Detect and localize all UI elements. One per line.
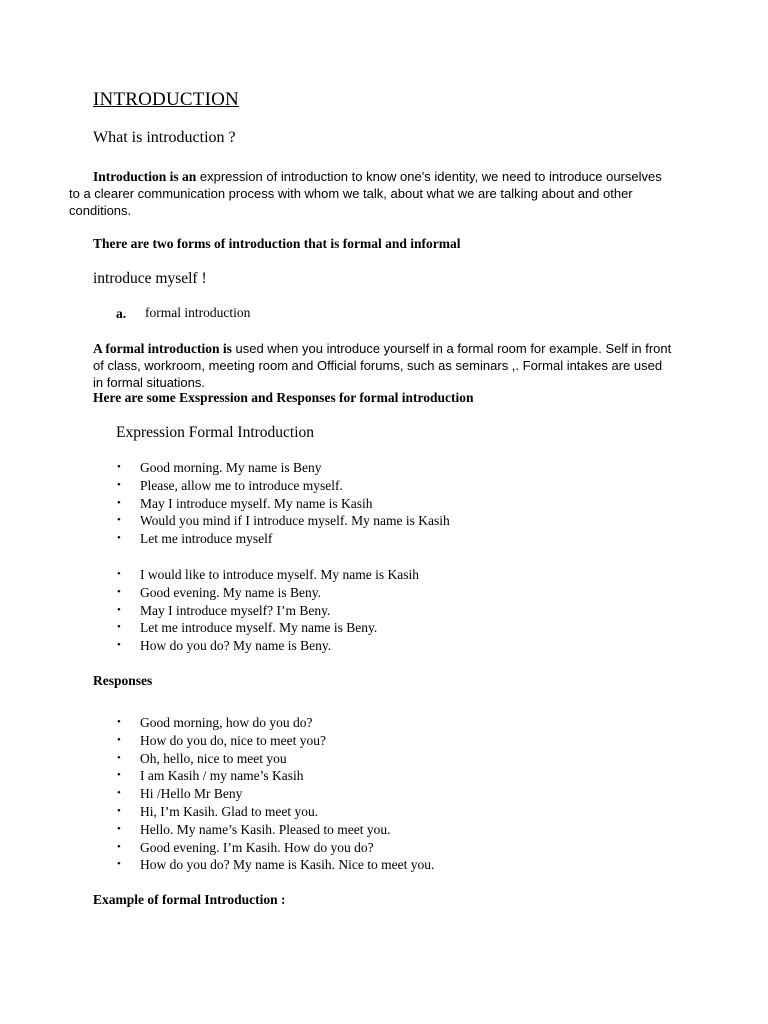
list-item: • Hello. My name’s Kasih. Pleased to meet you. (117, 821, 391, 837)
responses-list (117, 714, 434, 874)
bullet-icon: • (117, 532, 121, 545)
bullet-icon: • (117, 733, 121, 746)
bullet-icon: • (117, 639, 121, 652)
list-item: • Please, allow me to introduce myself. (117, 477, 343, 493)
list-item: • How do you do? My name is Beny. (117, 638, 332, 654)
forms-line: There are two forms of introduction that is formal and informal (93, 236, 461, 251)
formal-definition-lead: A formal introduction is (93, 341, 232, 356)
list-item: • Let me introduce myself (117, 531, 273, 547)
section-a-label: formal introduction (145, 305, 251, 320)
formal-definition-paragraph (93, 340, 673, 391)
example-heading: Example of formal Introduction : (93, 892, 286, 907)
introduce-myself-heading: introduce myself ! (93, 270, 207, 287)
list-item: • Would you mind if I introduce myself. My name is Kasih (117, 513, 450, 529)
list-item: • Good evening. I’m Kasih. How do you do? (117, 839, 374, 855)
definition-text: expression of introduction to know one's identity, we need to introduce ourselves to a clearer communication process with whom we talk, about what we are talking about and other conditions. (69, 169, 662, 218)
list-item: • May I introduce myself. My name is Kasih (117, 495, 373, 511)
bullet-icon: • (117, 461, 121, 473)
definition-lead: Introduction is an (93, 169, 197, 184)
list-item: • Hi /Hello Mr Beny (117, 786, 243, 802)
bullet-icon: • (117, 496, 121, 509)
bullet-icon: • (117, 514, 121, 527)
expression-heading: Expression Formal Introduction (116, 424, 315, 441)
list-item: • I would like to introduce myself. My name is Kasih (117, 567, 419, 582)
section-a (116, 305, 126, 323)
bullet-icon: • (117, 568, 121, 580)
expressions-intro-line: Here are some Exspression and Responses for formal introduction (93, 390, 474, 405)
list-item: • How do you do, nice to meet you? (117, 732, 326, 748)
bullet-icon: • (117, 621, 121, 634)
bullet-icon: • (117, 858, 121, 871)
bullet-icon: • (117, 603, 121, 616)
bullet-icon: • (117, 769, 121, 782)
page-title: INTRODUCTION (93, 89, 239, 110)
list-item: • May I introduce myself? I’m Beny. (117, 602, 331, 618)
bullet-icon: • (117, 716, 121, 728)
bullet-icon: • (117, 840, 121, 853)
bullet-icon: • (117, 822, 121, 835)
list-item: • Good evening. My name is Beny. (117, 584, 321, 600)
expressions-list-2 (117, 566, 419, 655)
bullet-icon: • (117, 804, 121, 817)
list-item: • Good morning, how do you do? (117, 715, 313, 730)
bullet-icon: • (117, 787, 121, 800)
list-item: • Oh, hello, nice to meet you (117, 750, 287, 766)
section-a-marker: a. (116, 306, 127, 321)
bullet-icon: • (117, 751, 121, 764)
formal-definition-text: used when you introduce yourself in a formal room for example. Self in front of class, workroom, meeting room and Official forums, such as seminars ,. Formal intakes are used in formal situations. (93, 341, 672, 390)
question-heading: What is introduction ? (93, 129, 236, 146)
definition-paragraph (69, 168, 669, 219)
list-item: • Hi, I’m Kasih. Glad to meet you. (117, 803, 319, 819)
responses-heading: Responses (93, 673, 153, 688)
list-item: • Good morning. My name is Beny (117, 460, 322, 475)
list-item: • Let me introduce myself. My name is Beny. (117, 620, 378, 636)
list-item: • I am Kasih / my name’s Kasih (117, 768, 304, 784)
expressions-list-1 (117, 459, 450, 548)
bullet-icon: • (117, 478, 121, 491)
bullet-icon: • (117, 585, 121, 598)
list-item: • How do you do? My name is Kasih. Nice to meet you. (117, 857, 435, 873)
